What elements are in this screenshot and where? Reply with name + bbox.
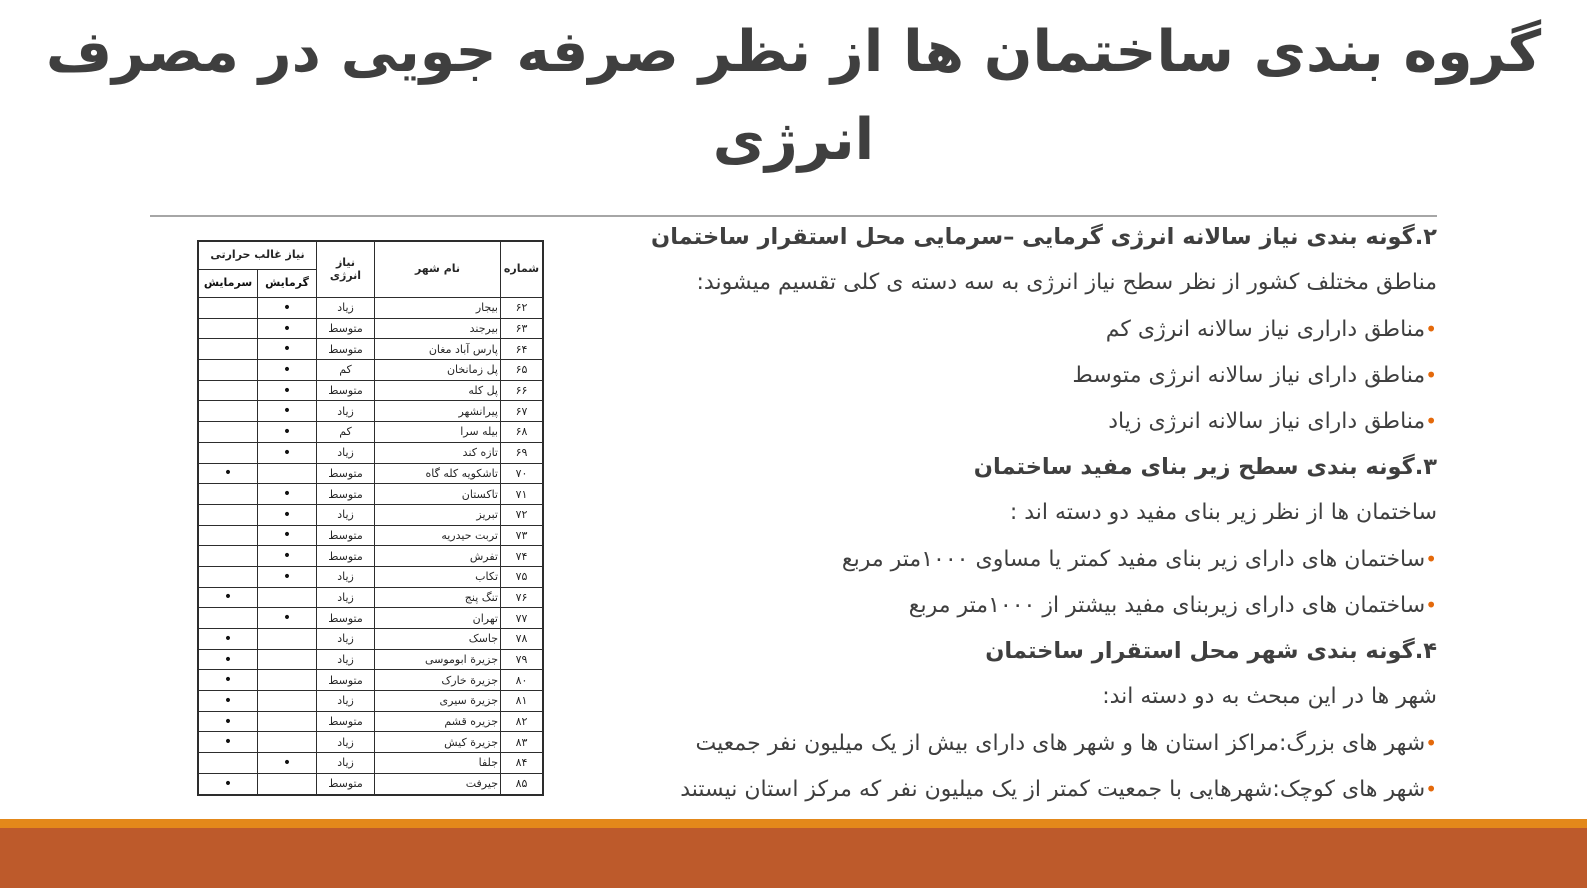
cell-heating-dot [258, 587, 317, 608]
cell-heating-dot: • [258, 401, 317, 422]
bullet-icon: • [1425, 317, 1437, 341]
cell-energy: متوسط [317, 670, 375, 691]
cell-city: جزیرة خارک [375, 670, 501, 691]
paragraph [697, 674, 1437, 720]
cell-energy: متوسط [317, 318, 375, 339]
cell-number: ۷۶ [501, 587, 544, 608]
paragraph [697, 260, 1437, 306]
table-row [198, 773, 543, 794]
table-row [198, 401, 543, 422]
bullet-icon: • [1425, 777, 1437, 801]
cell-city: تنگ پنج [375, 587, 501, 608]
cell-energy: زیاد [317, 691, 375, 712]
cell-number: ۷۵ [501, 566, 544, 587]
cell-number: ۶۵ [501, 360, 544, 381]
line-text: مناطق مختلف کشور از نظر سطح نیاز انرژی به سه دسته ی کلی تقسیم میشوند: [696, 270, 1437, 295]
cell-number: ۶۷ [501, 401, 544, 422]
cell-cooling-dot [198, 753, 258, 774]
bullet-item [697, 582, 1437, 628]
cell-heating-dot: • [258, 484, 317, 505]
cell-number: ۸۲ [501, 711, 544, 732]
cell-energy: کم [317, 422, 375, 443]
section-heading [651, 214, 1437, 260]
cell-number: ۸۴ [501, 753, 544, 774]
cell-number: ۷۴ [501, 546, 544, 567]
bullet-item [697, 398, 1437, 444]
cell-cooling-dot [198, 608, 258, 629]
line-text: شهر های کوچک:شهرهایی با جمعیت کمتر از یک میلیون نفر که مرکز استان نیستند [680, 777, 1426, 802]
cell-number: ۷۹ [501, 649, 544, 670]
cell-city: تفرش [375, 546, 501, 567]
cell-number: ۶۹ [501, 442, 544, 463]
table-row [198, 463, 543, 484]
table-row [198, 608, 543, 629]
cell-energy: متوسط [317, 546, 375, 567]
cell-city: جیرفت [375, 773, 501, 794]
cell-energy: متوسط [317, 773, 375, 794]
col-header-heating: گرمایش [258, 270, 317, 298]
cell-city: جزیره قشم [375, 711, 501, 732]
col-header-thermal: نیاز غالب حرارتی [198, 241, 317, 270]
line-text: ۴.گونه بندی شهر محل استقرار ساختمان [985, 638, 1437, 664]
cell-city: پل زمانخان [375, 360, 501, 381]
cell-cooling-dot: • [198, 691, 258, 712]
cell-heating-dot: • [258, 442, 317, 463]
cell-city: تکاب [375, 566, 501, 587]
cell-city: جاسک [375, 629, 501, 650]
table-row [198, 691, 543, 712]
cell-cooling-dot [198, 422, 258, 443]
cell-cooling-dot [198, 360, 258, 381]
bullet-item [697, 720, 1437, 766]
cell-number: ۶۴ [501, 339, 544, 360]
col-header-city: نام شهر [375, 241, 501, 298]
cell-city: تربت حیدریه [375, 525, 501, 546]
cell-number: ۷۲ [501, 504, 544, 525]
table-row [198, 525, 543, 546]
cell-cooling-dot [198, 318, 258, 339]
cell-heating-dot: • [258, 608, 317, 629]
line-text: مناطق دارای نیاز سالانه انرژی زیاد [1108, 409, 1426, 434]
cell-cooling-dot [198, 504, 258, 525]
cell-cooling-dot: • [198, 773, 258, 794]
table-row [198, 380, 543, 401]
cell-energy: متوسط [317, 463, 375, 484]
line-text: مناطق داراری نیاز سالانه انرژی کم [1105, 317, 1426, 342]
cell-city: پیرانشهر [375, 401, 501, 422]
line-text: ساختمان ها از نظر زیر بنای مفید دو دسته اند : [1009, 500, 1437, 525]
cell-heating-dot: • [258, 546, 317, 567]
table-row [198, 339, 543, 360]
cell-number: ۸۳ [501, 732, 544, 753]
cell-heating-dot [258, 670, 317, 691]
cell-energy: متوسط [317, 484, 375, 505]
cell-cooling-dot: • [198, 463, 258, 484]
bullet-icon: • [1425, 731, 1437, 755]
city-table-body [198, 298, 543, 795]
cell-number: ۷۷ [501, 608, 544, 629]
cell-heating-dot: • [258, 318, 317, 339]
bullet-icon: • [1425, 409, 1437, 433]
bottom-accent-stripe [0, 819, 1587, 828]
cell-cooling-dot [198, 339, 258, 360]
cell-heating-dot: • [258, 566, 317, 587]
cell-heating-dot: • [258, 360, 317, 381]
cell-heating-dot [258, 732, 317, 753]
cell-energy: زیاد [317, 629, 375, 650]
cell-energy: متوسط [317, 380, 375, 401]
cell-cooling-dot [198, 442, 258, 463]
paragraph [697, 490, 1437, 536]
city-energy-table-wrap [197, 240, 544, 796]
cell-city: پارس آباد مغان [375, 339, 501, 360]
cell-cooling-dot [198, 298, 258, 319]
cell-city: جلفا [375, 753, 501, 774]
table-row [198, 629, 543, 650]
cell-energy: زیاد [317, 753, 375, 774]
cell-city: جزیرة ابوموسی [375, 649, 501, 670]
cell-cooling-dot [198, 401, 258, 422]
table-row [198, 546, 543, 567]
cell-energy: متوسط [317, 525, 375, 546]
cell-city: تازه کند [375, 442, 501, 463]
cell-number: ۸۵ [501, 773, 544, 794]
cell-heating-dot: • [258, 339, 317, 360]
cell-city: بیجار [375, 298, 501, 319]
cell-energy: زیاد [317, 732, 375, 753]
cell-heating-dot: • [258, 753, 317, 774]
cell-energy: زیاد [317, 649, 375, 670]
cell-heating-dot: • [258, 504, 317, 525]
table-row [198, 753, 543, 774]
line-text: ۳.گونه بندی سطح زیر بنای مفید ساختمان [973, 454, 1437, 480]
cell-number: ۶۳ [501, 318, 544, 339]
cell-cooling-dot: • [198, 711, 258, 732]
cell-cooling-dot [198, 525, 258, 546]
col-header-number: شماره [501, 241, 544, 298]
cell-city: تاشکویه کله گاه [375, 463, 501, 484]
cell-number: ۶۲ [501, 298, 544, 319]
line-text: ساختمان های دارای زیربنای مفید بیشتر از ۱۰۰۰متر مربع [908, 593, 1426, 618]
cell-energy: کم [317, 360, 375, 381]
bullet-icon: • [1425, 547, 1437, 571]
cell-cooling-dot: • [198, 670, 258, 691]
cell-energy: زیاد [317, 442, 375, 463]
cell-city: تهران [375, 608, 501, 629]
cell-energy: زیاد [317, 401, 375, 422]
cell-city: تاکستان [375, 484, 501, 505]
line-text: شهر ها در این مبحث به دو دسته اند: [1102, 684, 1437, 709]
cell-number: ۷۱ [501, 484, 544, 505]
cell-energy: متوسط [317, 711, 375, 732]
cell-city: جزیرة کیش [375, 732, 501, 753]
table-row [198, 732, 543, 753]
section-heading [697, 444, 1437, 490]
line-text: ساختمان های دارای زیر بنای مفید کمتر یا مساوی ۱۰۰۰متر مربع [841, 547, 1426, 572]
col-header-cooling: سرمایش [198, 270, 258, 298]
bullet-icon: • [1425, 363, 1437, 387]
cell-heating-dot: • [258, 525, 317, 546]
table-row [198, 298, 543, 319]
cell-cooling-dot [198, 484, 258, 505]
cell-city: بیرجند [375, 318, 501, 339]
table-row [198, 587, 543, 608]
cell-city: پل کله [375, 380, 501, 401]
cell-number: ۷۸ [501, 629, 544, 650]
bottom-bar [0, 828, 1587, 888]
cell-cooling-dot [198, 380, 258, 401]
cell-city: بیله سرا [375, 422, 501, 443]
cell-number: ۶۶ [501, 380, 544, 401]
cell-cooling-dot: • [198, 629, 258, 650]
table-row [198, 360, 543, 381]
line-text: مناطق دارای نیاز سالانه انرژی متوسط [1072, 363, 1426, 388]
table-row [198, 566, 543, 587]
cell-number: ۷۳ [501, 525, 544, 546]
cell-heating-dot: • [258, 380, 317, 401]
table-row [198, 442, 543, 463]
cell-cooling-dot: • [198, 649, 258, 670]
cell-heating-dot: • [258, 422, 317, 443]
cell-heating-dot [258, 649, 317, 670]
table-row [198, 649, 543, 670]
cell-heating-dot [258, 773, 317, 794]
cell-heating-dot [258, 711, 317, 732]
cell-city: جزیرة سیری [375, 691, 501, 712]
cell-number: ۸۱ [501, 691, 544, 712]
table-row [198, 504, 543, 525]
city-table-header [198, 241, 543, 298]
cell-number: ۶۸ [501, 422, 544, 443]
cell-cooling-dot [198, 566, 258, 587]
bullet-item [697, 536, 1437, 582]
table-row [198, 318, 543, 339]
cell-energy: متوسط [317, 339, 375, 360]
cell-heating-dot [258, 463, 317, 484]
table-row [198, 711, 543, 732]
cell-energy: زیاد [317, 587, 375, 608]
content-sections [651, 214, 1437, 812]
cell-heating-dot: • [258, 298, 317, 319]
table-row [198, 670, 543, 691]
line-text: شهر های بزرگ:مراکز استان ها و شهر های دارای بیش از یک میلیون نفر جمعیت [695, 731, 1426, 756]
bullet-icon: • [1425, 593, 1437, 617]
bullet-item [697, 306, 1437, 352]
table-row [198, 484, 543, 505]
city-energy-table [197, 240, 544, 796]
cell-cooling-dot [198, 546, 258, 567]
cell-heating-dot [258, 629, 317, 650]
line-text: ۲.گونه بندی نیاز سالانه انرژی گرمایی –سرمایی محل استقرار ساختمان [651, 224, 1437, 250]
cell-cooling-dot: • [198, 732, 258, 753]
slide-title: گروه بندی ساختمان ها از نظر صرفه جویی در مصرف انرژی [45, 19, 1542, 174]
table-row [198, 422, 543, 443]
cell-number: ۷۰ [501, 463, 544, 484]
cell-heating-dot [258, 691, 317, 712]
col-header-energy: نیاز انرژی [317, 241, 375, 298]
bullet-item [697, 352, 1437, 398]
cell-energy: زیاد [317, 504, 375, 525]
cell-number: ۸۰ [501, 670, 544, 691]
cell-city: تبریز [375, 504, 501, 525]
section-heading [697, 628, 1437, 674]
cell-energy: متوسط [317, 608, 375, 629]
cell-energy: زیاد [317, 298, 375, 319]
bullet-item [680, 766, 1437, 812]
cell-cooling-dot: • [198, 587, 258, 608]
cell-energy: زیاد [317, 566, 375, 587]
